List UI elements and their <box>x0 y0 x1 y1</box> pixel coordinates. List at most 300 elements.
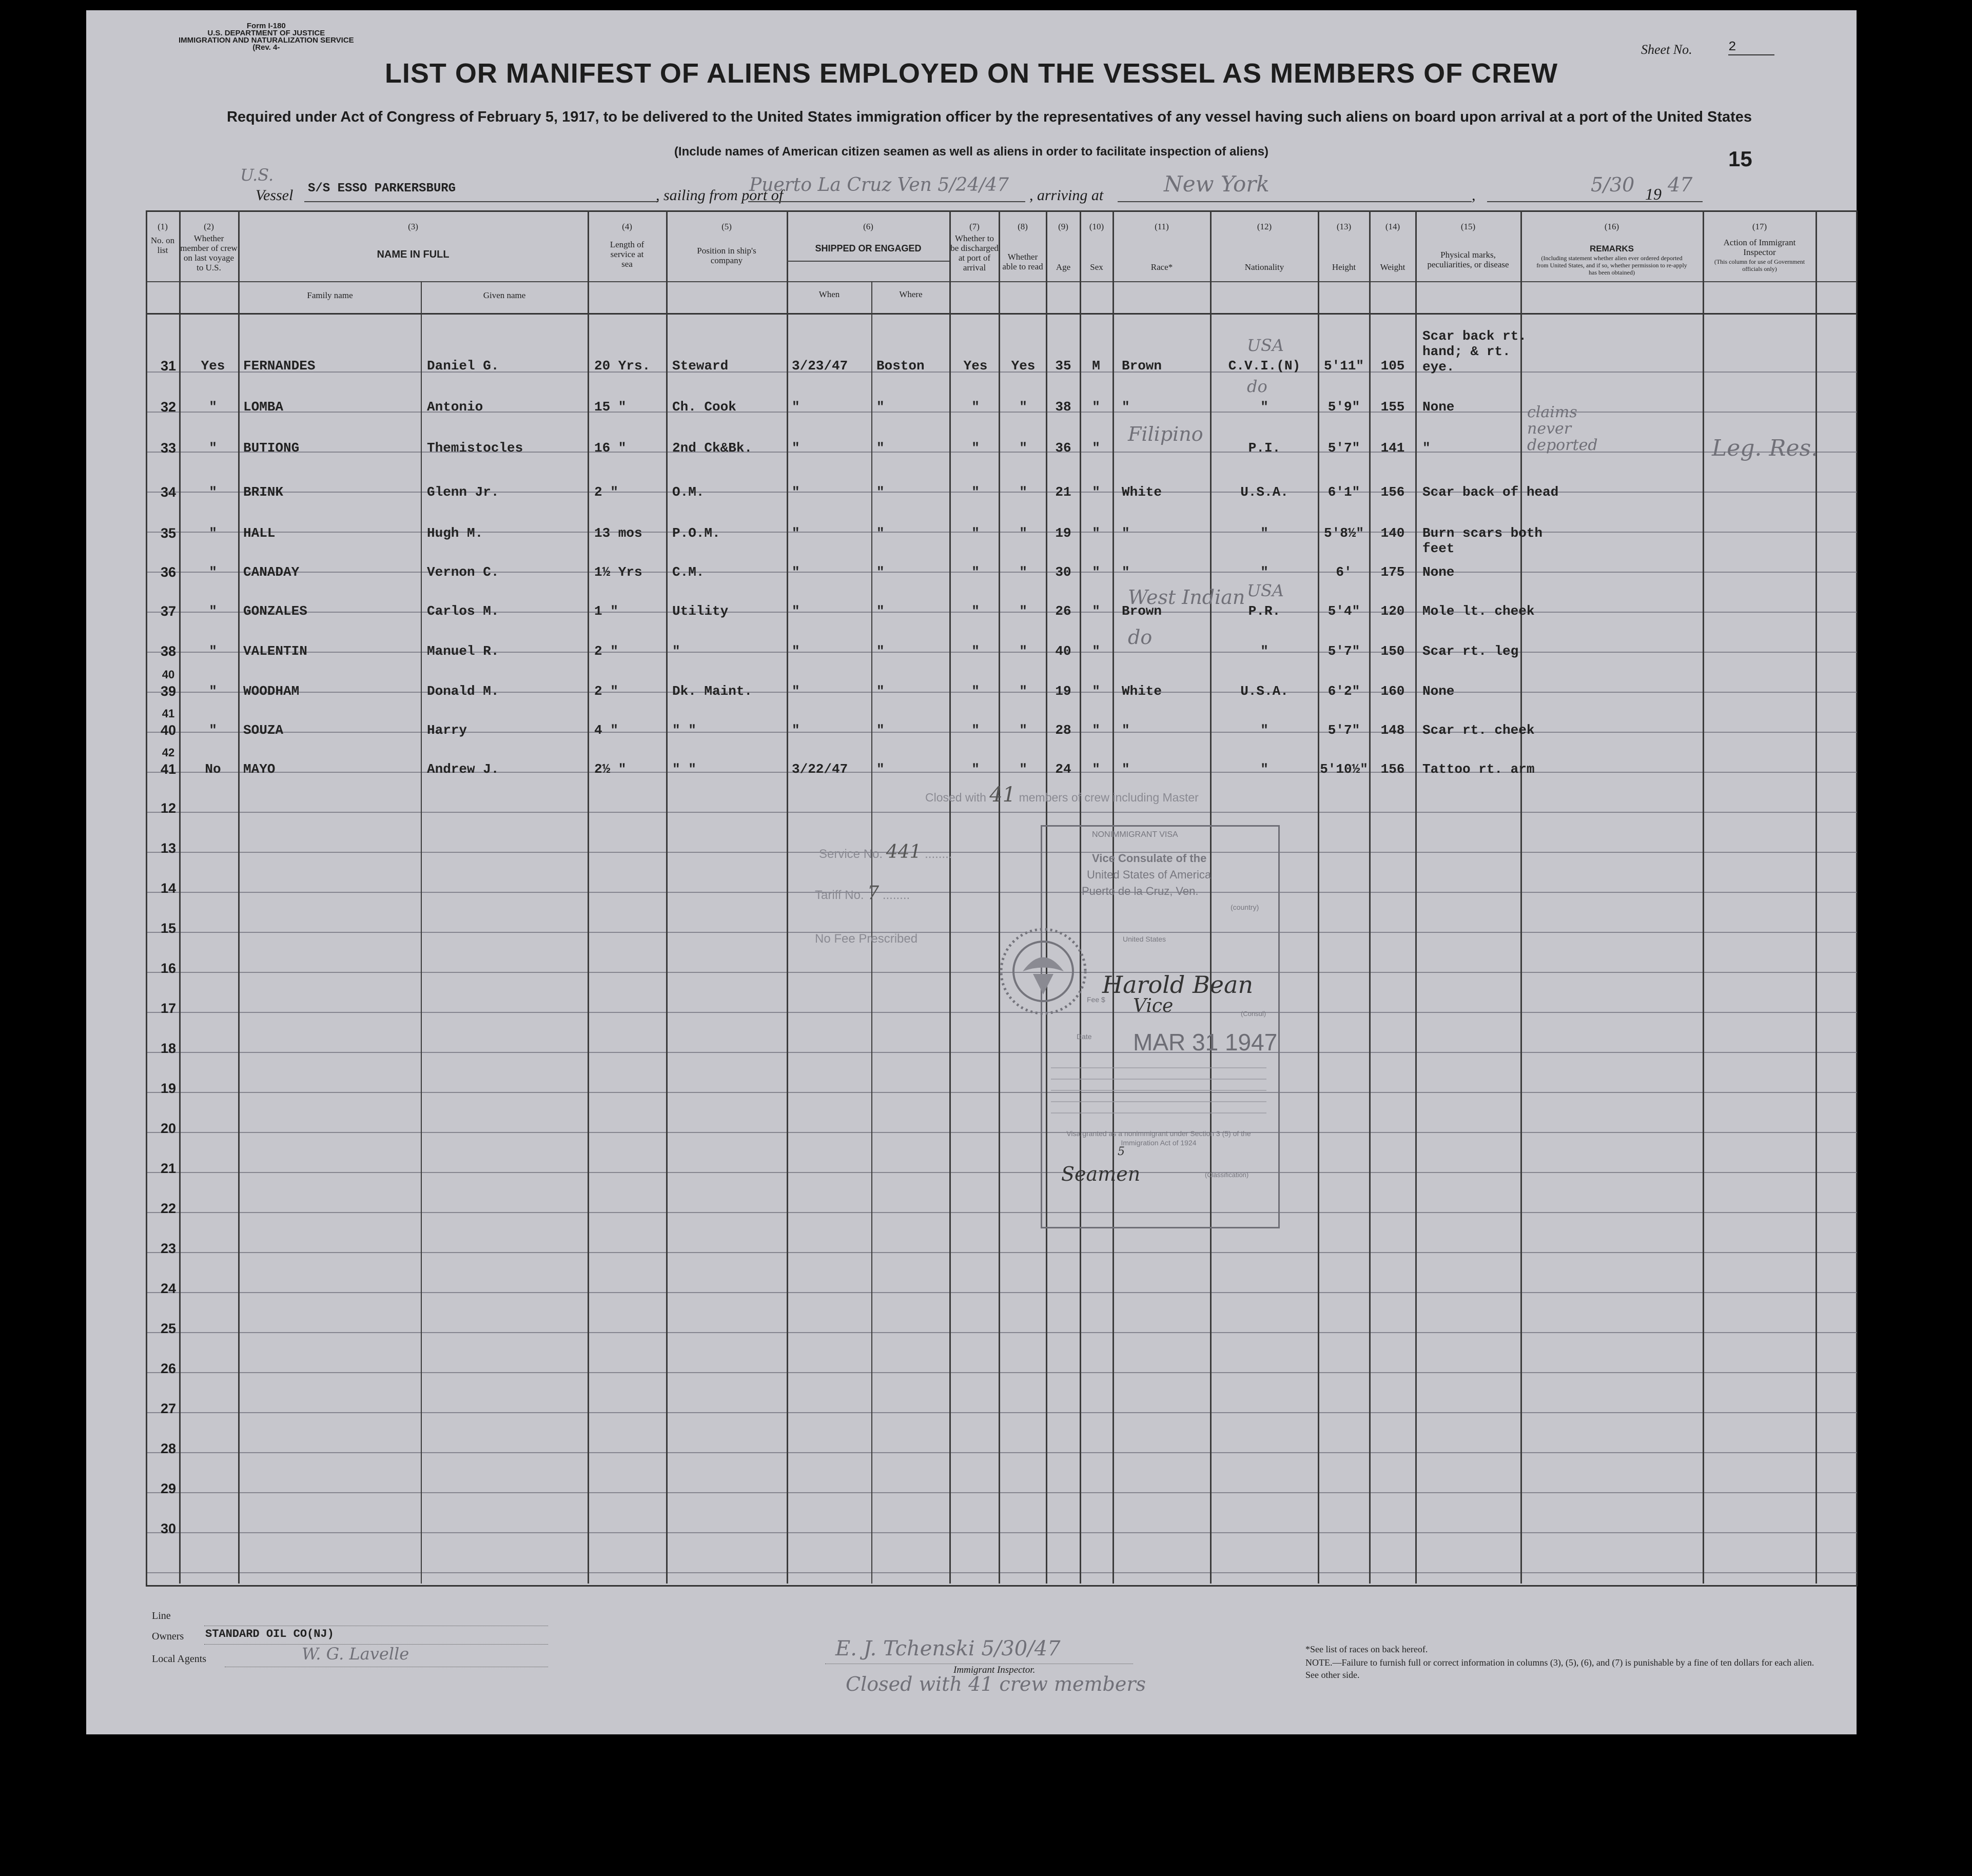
row-number: 31 <box>160 358 177 374</box>
row-rule <box>146 1132 1857 1133</box>
row-number: 23 <box>160 1241 177 1256</box>
cell-weight: 160 <box>1380 683 1405 699</box>
cell-discharge: " <box>971 722 980 738</box>
year-prefix: 19 <box>1645 185 1662 203</box>
cell-height: 5'7" <box>1327 440 1360 456</box>
cell-race: White <box>1122 484 1162 500</box>
cell-prev: " <box>209 399 217 415</box>
cell-service: 1 " <box>594 603 618 619</box>
cell-position: 2nd Ck&Bk. <box>672 440 753 456</box>
row-number-alt: 40 <box>162 668 175 681</box>
cell-nationality: C.V.I.(N) <box>1228 358 1301 374</box>
col6-where-header: Where <box>899 289 923 299</box>
visa-classification-label: (Classification) <box>1205 1171 1249 1179</box>
cell-marks: Mole lt. cheek <box>1422 603 1535 619</box>
cell-nationality: U.S.A. <box>1240 484 1288 500</box>
agents-signature: W. G. Lavelle <box>302 1644 409 1664</box>
cell-height: 6'1" <box>1327 484 1360 500</box>
cell-family: VALENTIN <box>243 643 307 659</box>
cell-where: " <box>876 603 885 619</box>
cell-service: 20 Yrs. <box>594 358 651 374</box>
form-id-block <box>179 23 354 51</box>
cell-marks: Scar back rt. hand; & rt. eye. <box>1422 328 1527 375</box>
visa-line3: Puerto de la Cruz, Ven. <box>1082 885 1199 897</box>
cell-family: GONZALES <box>243 603 307 619</box>
page-title: LIST OR MANIFEST OF ALIENS EMPLOYED ON THE VESSEL AS MEMBERS OF CREW <box>384 58 1558 89</box>
row-rule <box>146 852 1857 853</box>
cell-height: 5'11" <box>1323 358 1364 374</box>
col3-header: (3) NAME IN FULL <box>377 222 450 260</box>
col2-header: (2) Whether member of crew on last voyage to U.S. <box>180 222 238 272</box>
cell-where: " <box>876 399 885 415</box>
visa-section-number: 5 <box>1118 1145 1125 1158</box>
shipped-sub-rule <box>787 261 949 262</box>
visa-fine-print <box>1051 1067 1266 1113</box>
row-number: 14 <box>160 881 177 896</box>
inspector-label: Immigrant Inspector. <box>953 1665 1036 1675</box>
cell-where: " <box>876 484 885 500</box>
cell-service: 1½ Yrs <box>594 564 642 580</box>
cell-position: Dk. Maint. <box>672 683 753 699</box>
cell-prev: No <box>205 761 221 777</box>
vessel-underline <box>304 201 658 202</box>
row-number: 37 <box>160 603 177 619</box>
cell-read: " <box>1019 399 1027 415</box>
closed-note-handwritten: Closed with 41 crew members <box>846 1673 1146 1695</box>
visa-granted-text: Visa granted as a nonimmigrant under Section 3 (5) of the Immigration Act of 1924 <box>1066 1129 1251 1147</box>
cell-service: 16 " <box>594 440 627 456</box>
cell-discharge: " <box>971 761 980 777</box>
cell-race: " <box>1122 399 1130 415</box>
cell-prev: " <box>209 440 217 456</box>
cell-race: Brown <box>1122 603 1162 619</box>
cell-when: " <box>792 525 800 541</box>
cell-height: 5'10½" <box>1320 761 1368 777</box>
cell-where: " <box>876 761 885 777</box>
cell-given: Glenn Jr. <box>427 484 499 500</box>
header-bottom-rule <box>146 313 1857 315</box>
cell-discharge: " <box>971 484 980 500</box>
visa-fee: Fee $ <box>1087 995 1105 1004</box>
cell-age: 19 <box>1055 525 1071 541</box>
row-rule <box>146 1332 1857 1333</box>
row-number: 30 <box>160 1521 177 1536</box>
cell-family: HALL <box>243 525 276 541</box>
service-number-stamp: Service No. 441 ........ <box>819 842 952 863</box>
cell-position: O.M. <box>672 484 705 500</box>
cell-age: 30 <box>1055 564 1071 580</box>
cell-height: 6' <box>1336 564 1352 580</box>
cell-prev: " <box>209 525 217 541</box>
cell-given: Carlos M. <box>427 603 499 619</box>
row-number: 20 <box>160 1121 177 1136</box>
row-number: 16 <box>160 961 177 976</box>
cell-sex: " <box>1092 525 1100 541</box>
cell-read: " <box>1019 643 1027 659</box>
col6-header: (6) SHIPPED OR ENGAGED <box>815 222 922 253</box>
row-number: 36 <box>160 564 177 580</box>
row-number: 26 <box>160 1361 177 1376</box>
visa-vice: Vice <box>1133 995 1174 1017</box>
remarks-handwritten: claims never deported <box>1527 403 1598 454</box>
row-rule <box>146 1092 1857 1093</box>
vessel-name: S/S ESSO PARKERSBURG <box>308 182 456 196</box>
cell-nationality: P.I. <box>1248 440 1281 456</box>
cell-nationality: " <box>1260 525 1268 541</box>
vessel-label: Vessel <box>256 187 294 204</box>
arrival-year: 47 <box>1668 173 1693 196</box>
row-rule <box>146 1452 1857 1453</box>
cell-given: Andrew J. <box>427 761 499 777</box>
row-rule <box>146 1212 1857 1213</box>
cell-read: " <box>1019 722 1027 738</box>
cell-weight: 141 <box>1380 440 1405 456</box>
owners-label: Owners <box>152 1631 184 1642</box>
cell-nationality: " <box>1260 564 1268 580</box>
cell-marks: Tattoo rt. arm <box>1422 761 1535 777</box>
cell-discharge: " <box>971 564 980 580</box>
col17-header: (17) Action of Immigrant Inspector (This column for use of Government officials only) <box>1714 222 1805 272</box>
cell-sex: " <box>1092 643 1100 659</box>
col13-header: (13) Height <box>1332 222 1356 272</box>
line-label: Line <box>152 1610 171 1621</box>
row-number: 18 <box>160 1041 177 1056</box>
cell-sex: " <box>1092 564 1100 580</box>
cell-marks: " <box>1422 440 1431 456</box>
cell-when: 3/22/47 <box>792 761 848 777</box>
cell-age: 24 <box>1055 761 1071 777</box>
cell-position: P.O.M. <box>672 525 720 541</box>
row-number-alt: 42 <box>162 746 175 759</box>
cell-position: C.M. <box>672 564 705 580</box>
cell-race: " <box>1122 525 1130 541</box>
cell-read: " <box>1019 564 1027 580</box>
cell-given: Vernon C. <box>427 564 499 580</box>
cell-service: 2 " <box>594 484 618 500</box>
cell-discharge: Yes <box>963 358 988 374</box>
race-handwritten: Filipino <box>1128 423 1203 445</box>
visa-line2: United States of America <box>1087 868 1212 881</box>
cell-marks: Scar rt. leg <box>1422 643 1519 659</box>
row-number: 24 <box>160 1281 177 1296</box>
cell-sex: " <box>1092 399 1100 415</box>
cell-given: Harry <box>427 722 467 738</box>
row-rule <box>146 1052 1857 1053</box>
cell-weight: 148 <box>1380 722 1405 738</box>
cell-age: 26 <box>1055 603 1071 619</box>
row-number: 25 <box>160 1321 177 1336</box>
vessel-prefix-handwritten: U.S. <box>240 165 274 185</box>
cell-weight: 105 <box>1380 358 1405 374</box>
cell-position: Steward <box>672 358 729 374</box>
cell-nationality: " <box>1260 399 1268 415</box>
nationality-handwritten: USA <box>1247 581 1284 600</box>
cell-age: 36 <box>1055 440 1071 456</box>
manifest-sheet <box>86 10 1857 1734</box>
cell-service: 13 mos <box>594 525 642 541</box>
cell-read: " <box>1019 683 1027 699</box>
row-rule <box>146 1252 1857 1253</box>
cell-family: CANADAY <box>243 564 300 580</box>
cell-given: Hugh M. <box>427 525 483 541</box>
row-rule <box>146 1372 1857 1373</box>
row-number: 40 <box>160 722 177 738</box>
form-number: Form I-180 <box>246 22 286 30</box>
row-rule <box>146 1172 1857 1173</box>
cell-weight: 155 <box>1380 399 1405 415</box>
cell-weight: 156 <box>1380 761 1405 777</box>
cell-prev: " <box>209 683 217 699</box>
inspector-signature: E. J. Tchenski 5/30/47 <box>835 1637 1061 1660</box>
sheet-label: Sheet No. <box>1641 42 1692 57</box>
cell-height: 5'4" <box>1327 603 1360 619</box>
row-number: 34 <box>160 484 177 500</box>
consular-seal <box>994 923 1092 1020</box>
cell-family: MAYO <box>243 761 276 777</box>
cell-nationality: U.S.A. <box>1240 683 1288 699</box>
cell-family: BRINK <box>243 484 284 500</box>
cell-marks: None <box>1422 564 1455 580</box>
cell-discharge: " <box>971 643 980 659</box>
visa-consul: (Consul) <box>1241 1010 1266 1018</box>
visa-signature: Harold Bean <box>1102 971 1254 999</box>
cell-where: " <box>876 525 885 541</box>
cell-sex: " <box>1092 484 1100 500</box>
col3-given-header: Given name <box>483 290 526 300</box>
cell-position: " " <box>672 722 696 738</box>
row-number: 13 <box>160 841 177 856</box>
cell-age: 28 <box>1055 722 1071 738</box>
arrival-date: 5/30 <box>1591 173 1635 196</box>
cell-family: LOMBA <box>243 399 284 415</box>
cell-age: 35 <box>1055 358 1071 374</box>
cell-position: " <box>672 643 680 659</box>
cell-prev: " <box>209 564 217 580</box>
cell-when: " <box>792 722 800 738</box>
cell-sex: " <box>1092 761 1100 777</box>
department: U.S. DEPARTMENT OF JUSTICE <box>207 29 325 37</box>
header-sub-rule <box>146 281 1857 282</box>
cell-where: Boston <box>876 358 925 374</box>
cell-discharge: " <box>971 683 980 699</box>
row-rule <box>146 1412 1857 1413</box>
cell-discharge: " <box>971 440 980 456</box>
cell-when: " <box>792 440 800 456</box>
col14-header: (14) Weight <box>1380 222 1405 272</box>
visa-header: NONIMMIGRANT VISA <box>1092 830 1178 839</box>
cell-position: Utility <box>672 603 729 619</box>
row-number: 39 <box>160 683 177 699</box>
page-subtitle: Required under Act of Congress of February 5, 1917, to be delivered to the United States immigration officer by the representatives of any vessel having such aliens on board upon arrival at a port of the United States <box>226 109 1752 125</box>
race-handwritten: do <box>1128 626 1153 649</box>
col9-header: (9) Age <box>1056 222 1071 272</box>
row-rule <box>146 892 1857 893</box>
cell-race: " <box>1122 722 1130 738</box>
cell-read: " <box>1019 440 1027 456</box>
cell-position: " " <box>672 761 696 777</box>
closed-with-stamp: Closed with 41 members of crew including Master <box>925 783 1199 807</box>
cell-when: " <box>792 399 800 415</box>
comma: , <box>1472 187 1476 204</box>
row-rule <box>146 1292 1857 1293</box>
visa-classification: Seamen <box>1061 1163 1141 1185</box>
sailing-label: , sailing from port of <box>656 187 784 204</box>
arriving-label: , arriving at <box>1029 187 1104 204</box>
cell-marks: Scar rt. cheek <box>1422 722 1535 738</box>
col7-header: (7) Whether to be discharged at port of arrival <box>950 222 999 272</box>
cell-service: 2 " <box>594 643 618 659</box>
row-rule <box>146 812 1857 813</box>
tariff-number-stamp: Tariff No. 7 ........ <box>815 883 910 904</box>
col12-header: (12) Nationality <box>1244 222 1284 272</box>
cell-read: " <box>1019 525 1027 541</box>
cell-age: 19 <box>1055 683 1071 699</box>
page-note: (Include names of American citizen seamen as well as aliens in order to facilitate inspection of aliens) <box>674 145 1269 159</box>
action-handwritten: Leg. Res. <box>1712 435 1819 461</box>
cell-marks: None <box>1422 683 1455 699</box>
cell-sex: " <box>1092 683 1100 699</box>
cell-marks: Burn scars both feet <box>1422 525 1543 556</box>
cell-race: Brown <box>1122 358 1162 374</box>
cell-when: " <box>792 484 800 500</box>
cell-weight: 140 <box>1380 525 1405 541</box>
cell-prev: Yes <box>201 358 225 374</box>
row-number: 19 <box>160 1081 177 1096</box>
cell-position: Ch. Cook <box>672 399 736 415</box>
cell-height: 5'7" <box>1327 643 1360 659</box>
cell-family: BUTIONG <box>243 440 300 456</box>
cell-read: Yes <box>1011 358 1036 374</box>
cell-nationality: " <box>1260 761 1268 777</box>
row-rule <box>146 1492 1857 1493</box>
col8-header: (8) Whether able to read <box>1002 222 1043 271</box>
cell-age: 21 <box>1055 484 1071 500</box>
cell-height: 5'7" <box>1327 722 1360 738</box>
row-number: 12 <box>160 800 177 816</box>
col16-header: (16) REMARKS (Including statement whether alien ever ordered deported from United States, and if so, whether permission to re-apply has been obtained) <box>1536 222 1687 276</box>
races-note: *See list of races on back hereof. <box>1305 1644 1428 1654</box>
cell-discharge: " <box>971 399 980 415</box>
cell-where: " <box>876 683 885 699</box>
visa-date-label: Date <box>1077 1032 1092 1041</box>
cell-family: FERNANDES <box>243 358 316 374</box>
cell-prev: " <box>209 643 217 659</box>
cell-where: " <box>876 564 885 580</box>
date-underline <box>1487 201 1703 202</box>
cell-when: " <box>792 564 800 580</box>
cell-given: Antonio <box>427 399 483 415</box>
cell-given: Donald M. <box>427 683 499 699</box>
cell-read: " <box>1019 761 1027 777</box>
row-number: 21 <box>160 1161 177 1176</box>
col5-header: (5) Position in ship's company <box>697 222 756 265</box>
cell-race: White <box>1122 683 1162 699</box>
cell-prev: " <box>209 484 217 500</box>
cell-sex: " <box>1092 722 1100 738</box>
row-number: 29 <box>160 1481 177 1496</box>
cell-when: " <box>792 683 800 699</box>
cell-service: 15 " <box>594 399 627 415</box>
cell-height: 6'2" <box>1327 683 1360 699</box>
arriving-underline <box>1118 201 1472 202</box>
cell-height: 5'9" <box>1327 399 1360 415</box>
row-number: 35 <box>160 525 177 541</box>
col10-header: (10) Sex <box>1089 222 1104 272</box>
sheet-number: 2 <box>1728 39 1774 55</box>
visa-united-states: United States <box>1123 935 1166 943</box>
cell-weight: 120 <box>1380 603 1405 619</box>
col11-header: (11) Race* <box>1150 222 1173 272</box>
cell-sex: " <box>1092 440 1100 456</box>
cell-discharge: " <box>971 525 980 541</box>
cell-where: " <box>876 722 885 738</box>
row-number: 15 <box>160 921 177 936</box>
row-number-alt: 41 <box>162 707 175 720</box>
agents-label: Local Agents <box>152 1653 207 1665</box>
cell-service: 2½ " <box>594 761 627 777</box>
cell-sex: M <box>1092 358 1100 374</box>
cell-weight: 156 <box>1380 484 1405 500</box>
cell-where: " <box>876 440 885 456</box>
owners-value: STANDARD OIL CO(NJ) <box>205 1628 334 1640</box>
row-rule <box>146 1572 1857 1573</box>
col6-when-header: When <box>818 289 840 299</box>
cell-service: 4 " <box>594 722 618 738</box>
cell-when: " <box>792 643 800 659</box>
cell-read: " <box>1019 484 1027 500</box>
cell-read: " <box>1019 603 1027 619</box>
cell-prev: " <box>209 603 217 619</box>
row-number: 32 <box>160 399 177 415</box>
no-fee-stamp: No Fee Prescribed <box>815 932 918 946</box>
cell-discharge: " <box>971 603 980 619</box>
row-number: 38 <box>160 643 177 659</box>
nationality-handwritten: do <box>1247 377 1267 396</box>
cell-marks: None <box>1422 399 1455 415</box>
nationality-handwritten: USA <box>1247 336 1284 355</box>
cell-family: SOUZA <box>243 722 284 738</box>
cell-prev: " <box>209 722 217 738</box>
row-number: 27 <box>160 1401 177 1416</box>
cell-where: " <box>876 643 885 659</box>
cell-service: 2 " <box>594 683 618 699</box>
cell-family: WOODHAM <box>243 683 300 699</box>
col4-header: (4) Length of service at sea <box>610 222 645 269</box>
form-revision: (Rev. 4- <box>252 43 280 52</box>
cell-given: Manuel R. <box>427 643 499 659</box>
service-name: IMMIGRATION AND NATURALIZATION SERVICE <box>179 36 354 45</box>
row-number: 17 <box>160 1001 177 1016</box>
cell-weight: 175 <box>1380 564 1405 580</box>
row-number: 41 <box>160 761 177 777</box>
row-number: 22 <box>160 1201 177 1216</box>
cell-nationality: P.R. <box>1248 603 1281 619</box>
col15-header: (15) Physical marks, peculiarities, or disease <box>1427 222 1509 269</box>
cell-nationality: " <box>1260 722 1268 738</box>
cell-sex: " <box>1092 603 1100 619</box>
page-number: 15 <box>1728 147 1752 171</box>
visa-date: MAR 31 1947 <box>1133 1029 1278 1056</box>
sailing-port: Puerto La Cruz Ven 5/24/47 <box>749 174 1009 196</box>
cell-marks: Scar back of head <box>1422 484 1559 500</box>
cell-when: " <box>792 603 800 619</box>
cell-given: Themistocles <box>427 440 523 456</box>
row-number: 28 <box>160 1441 177 1456</box>
cell-nationality: " <box>1260 643 1268 659</box>
arriving-port: New York <box>1164 171 1270 197</box>
col1-header: (1) No. on list <box>150 222 175 255</box>
cell-weight: 150 <box>1380 643 1405 659</box>
